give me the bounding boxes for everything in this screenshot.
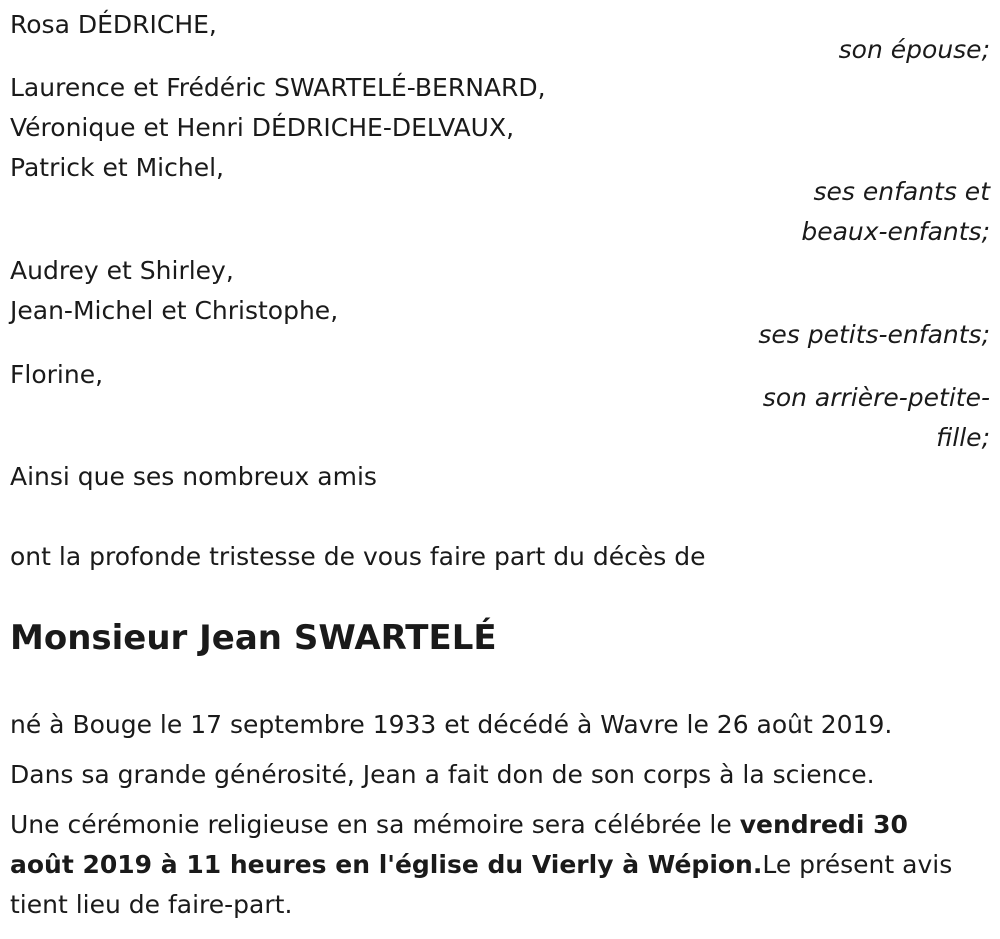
birth-death-line: né à Bouge le 17 septembre 1933 et décédé à Wavre le 26 août 2019. bbox=[10, 710, 893, 739]
grandchild-line-2: Jean-Michel et Christophe, bbox=[10, 296, 339, 325]
children-role-line-2: beaux-enfants; bbox=[801, 217, 990, 246]
greatgrandchild-name: Florine, bbox=[10, 360, 104, 389]
ceremony-intro: Une cérémonie religieuse en sa mémoire sera célébrée le bbox=[10, 810, 740, 839]
greatgrandchild-role-line-1: son arrière-petite- bbox=[762, 383, 990, 412]
ceremony-paragraph bbox=[10, 805, 970, 925]
child-line-1: Laurence et Frédéric SWARTELÉ-BERNARD, bbox=[10, 73, 546, 102]
wife-name: Rosa DÉDRICHE, bbox=[10, 10, 217, 39]
announcement-line: ont la profonde tristesse de vous faire part du décès de bbox=[10, 542, 706, 571]
grandchildren-role: ses petits-enfants; bbox=[758, 320, 990, 349]
wife-role: son épouse; bbox=[838, 35, 990, 64]
child-line-3: Patrick et Michel, bbox=[10, 153, 224, 182]
deceased-name: Monsieur Jean SWARTELÉ bbox=[10, 618, 497, 658]
children-role-line-1: ses enfants et bbox=[813, 177, 990, 206]
friends-line: Ainsi que ses nombreux amis bbox=[10, 462, 377, 491]
donation-line: Dans sa grande générosité, Jean a fait don de son corps à la science. bbox=[10, 760, 875, 789]
ceremony-outro: Le présent avis tient lieu de faire-part. bbox=[10, 850, 953, 919]
greatgrandchild-role-line-2: fille; bbox=[936, 423, 990, 452]
ceremony-date-place: vendredi 30 août 2019 à 11 heures en l'église du Vierly à Wépion. bbox=[10, 810, 908, 879]
child-line-2: Véronique et Henri DÉDRICHE-DELVAUX, bbox=[10, 113, 515, 142]
grandchild-line-1: Audrey et Shirley, bbox=[10, 256, 234, 285]
